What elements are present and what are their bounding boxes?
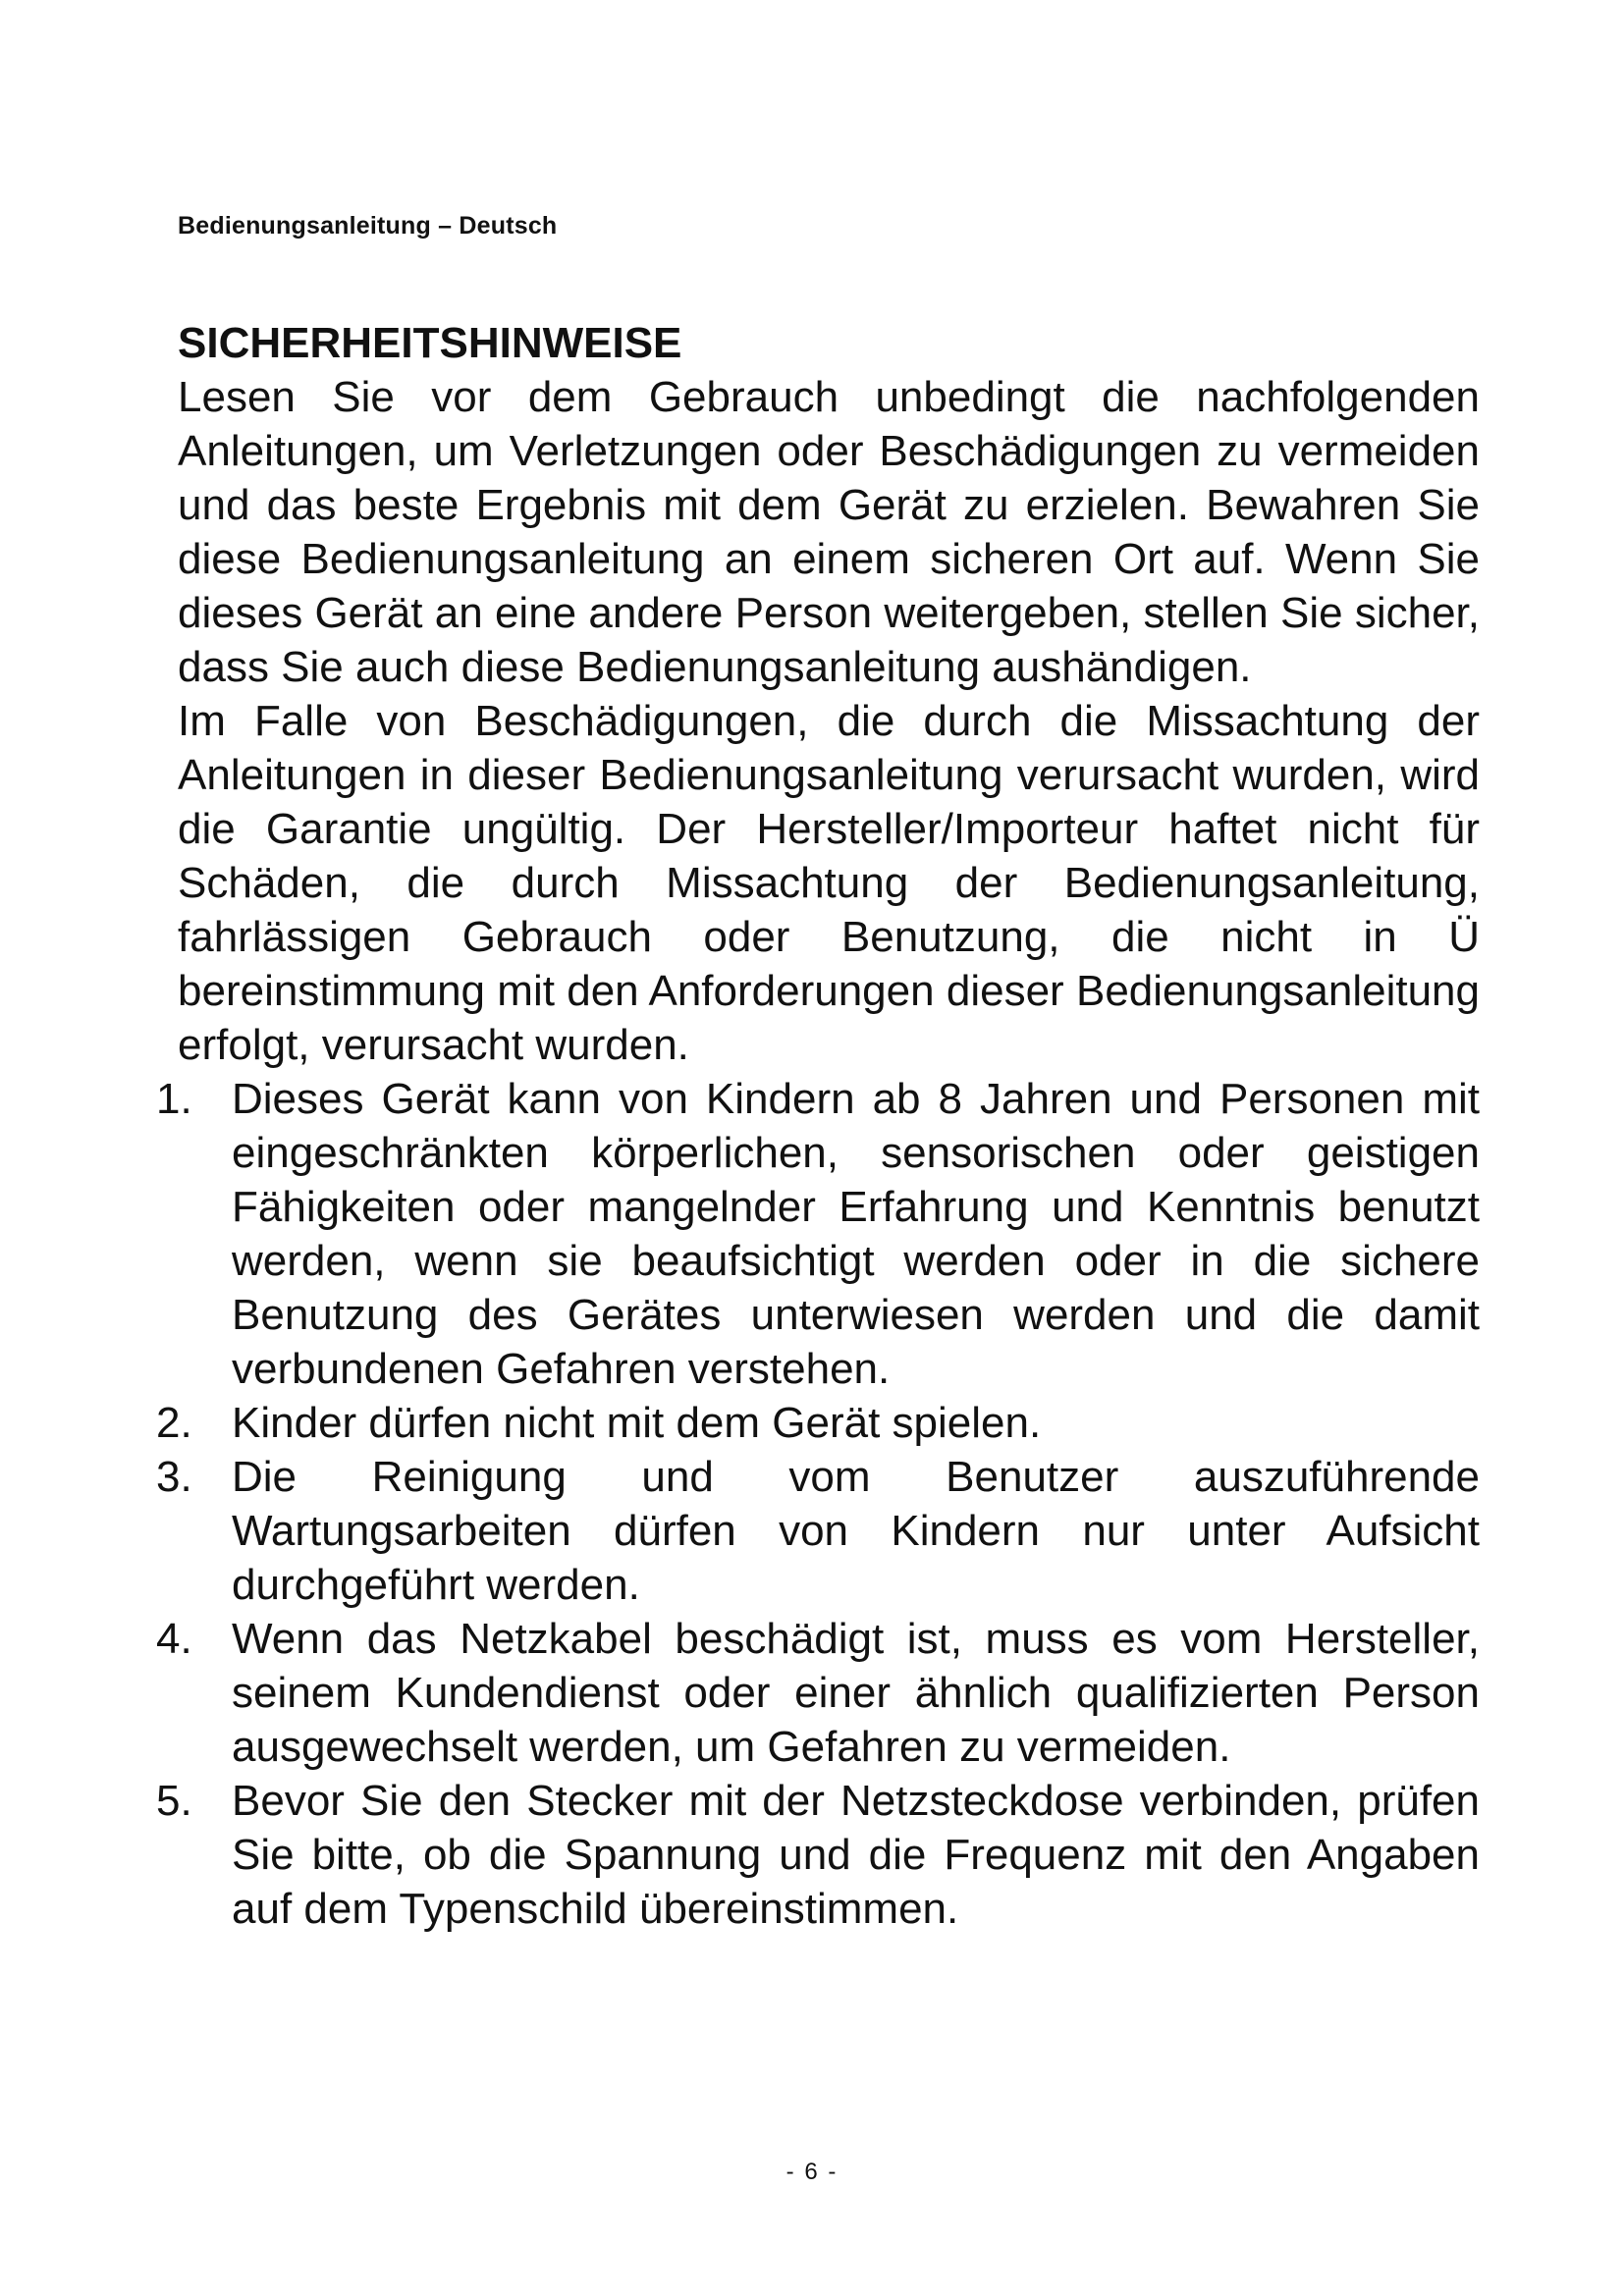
list-item-number: 5. [156,1777,192,1825]
list-item-text: Wenn das Netzkabel beschädigt ist, muss es vom Hersteller, seinem Kundendienst oder einer ähnlich qualifizierten Person ausgewechselt werden, um Gefahren zu vermeiden. [232,1615,1480,1771]
page-number: - 6 - [785,2159,839,2185]
list-item-number: 3. [156,1453,192,1501]
list-item [156,1450,1480,1612]
list-item [156,1396,1480,1450]
safety-list [156,1072,1480,1936]
intro-paragraph: Lesen Sie vor dem Gebrauch unbedingt die nachfolgenden Anleitungen, um Verletzungen oder Beschädigungen zu vermeiden und das beste Ergebnis mit dem Gerät zu erzielen. Bewahren Sie diese Bedienungsanleitung an einem sicheren Ort auf. Wenn Sie dieses Gerät an eine andere Person weitergeben, stellen Sie sicher, dass Sie auch diese Bedienungsanleitung aushändigen. [178,373,1480,691]
list-item-number: 1. [156,1075,192,1123]
list-item-text: Kinder dürfen nicht mit dem Gerät spielen. [232,1399,1042,1447]
warranty-paragraph: Im Falle von Beschädigungen, die durch die Missachtung der Anleitungen in dieser Bedienungsanleitung verursacht wurden, wird die Garantie ungültig. Der Hersteller/Importeur haftet nicht für Schäden, die durch Missachtung der Bedienungsanleitung, fahrlässigen Gebrauch oder Benutzung, die nicht in Ü bereinstimmung mit den Anforderungen dieser Bedienungsanleitung erfolgt, verursacht wurden. [178,697,1480,1069]
list-item [156,1612,1480,1774]
list-item [156,1072,1480,1396]
list-item-text: Die Reinigung und vom Benutzer auszuführende Wartungsarbeiten dürfen von Kindern nur unter Aufsicht durchgeführt werden. [232,1453,1480,1609]
document-header: Bedienungsanleitung – Deutsch [178,212,558,240]
list-item-number: 2. [156,1399,192,1447]
section-title: SICHERHEITSHINWEISE [178,319,682,367]
list-item [156,1774,1480,1936]
list-item-text: Dieses Gerät kann von Kindern ab 8 Jahren und Personen mit eingeschränkten körperlichen, sensorischen oder geistigen Fähigkeiten oder mangelnder Erfahrung und Kenntnis benutzt werden, wenn sie beaufsichtigt werden oder in die sichere Benutzung des Gerätes unterwiesen werden und die damit verbundenen Gefahren verstehen. [232,1075,1480,1393]
list-item-number: 4. [156,1615,192,1663]
document-body [156,316,1480,1936]
list-item-text: Bevor Sie den Stecker mit der Netzsteckdose verbinden, prüfen Sie bitte, ob die Spannung und die Frequenz mit den Angaben auf dem Typenschild übereinstimmen. [232,1777,1480,1933]
